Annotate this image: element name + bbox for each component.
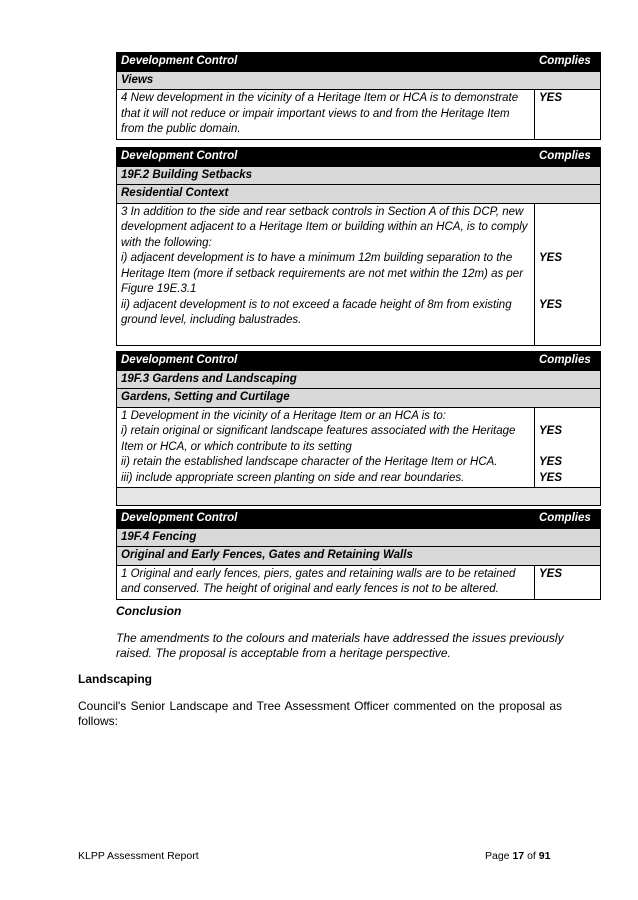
complies-cell bbox=[535, 203, 601, 346]
complies-value: YES bbox=[539, 425, 563, 437]
table-row bbox=[117, 203, 601, 346]
table-header-complies: Complies bbox=[535, 53, 601, 72]
table-header-control: Development Control bbox=[117, 148, 535, 167]
table-row bbox=[117, 407, 601, 488]
gardens-landscaping-table bbox=[116, 351, 601, 506]
page-total: 91 bbox=[538, 850, 551, 862]
table-subheader: Views bbox=[117, 71, 601, 90]
control-item: i) adjacent development is to have a minimum 12m building separation to the Heritage Item (more if setback requirements are not met within the 12m) as per Figure 19E.3.1 bbox=[121, 252, 524, 295]
table-header-complies: Complies bbox=[535, 352, 601, 371]
complies-value: YES bbox=[539, 252, 563, 264]
complies-value: YES bbox=[539, 456, 563, 468]
page-current: 17 bbox=[512, 850, 525, 862]
conclusion-paragraph: The amendments to the colours and materials have addressed the issues previously raised. The proposal is acceptable from a heritage perspective. bbox=[116, 631, 564, 660]
footer-page-number bbox=[485, 850, 550, 862]
table-header-control: Development Control bbox=[117, 510, 535, 529]
table-header-control: Development Control bbox=[117, 53, 535, 72]
page-label: Page bbox=[485, 850, 510, 862]
table-subheader: Gardens, Setting and Curtilage bbox=[117, 389, 601, 408]
table-subheader: Residential Context bbox=[117, 185, 601, 204]
control-text bbox=[117, 203, 535, 346]
complies-value: YES bbox=[535, 90, 601, 140]
table-subheader: 19F.3 Gardens and Landscaping bbox=[117, 370, 601, 389]
landscaping-paragraph: Council's Senior Landscape and Tree Assessment Officer commented on the proposal as follows: bbox=[78, 699, 562, 728]
complies-value: YES bbox=[539, 471, 563, 484]
control-intro: 3 In addition to the side and rear setback controls in Section A of this DCP, new development adjacent to a Heritage Item or building within an HCA, is to comply with the following: bbox=[121, 205, 528, 249]
landscaping-heading: Landscaping bbox=[78, 672, 153, 686]
page-of-label: of bbox=[527, 850, 536, 862]
control-item: ii) adjacent development is to not exceed a facade height of 8m from existing ground level, including balustrades. bbox=[121, 298, 512, 326]
table-subheader: Original and Early Fences, Gates and Retaining Walls bbox=[117, 547, 601, 566]
control-text: 4 New development in the vicinity of a Heritage Item or HCA is to demonstrate that it will not reduce or impair important views to and from the Heritage Item from the public domain. bbox=[117, 90, 535, 140]
control-item: i) retain original or significant landscape features associated with the Heritage Item or HCA, or which contribute to its setting bbox=[121, 425, 516, 453]
complies-cell bbox=[535, 407, 601, 488]
table-subheader: 19F.4 Fencing bbox=[117, 528, 601, 547]
conclusion-heading: Conclusion bbox=[116, 604, 182, 618]
control-intro: 1 Development in the vicinity of a Heritage Item or an HCA is to: bbox=[121, 409, 446, 422]
control-text bbox=[117, 407, 535, 488]
control-item: iii) include appropriate screen planting on side and rear boundaries. bbox=[121, 471, 465, 484]
table-subheader: 19F.2 Building Setbacks bbox=[117, 166, 601, 185]
complies-value: YES bbox=[539, 298, 563, 311]
control-item: ii) retain the established landscape character of the Heritage Item or HCA. bbox=[121, 456, 498, 468]
footer-report-name: KLPP Assessment Report bbox=[78, 850, 199, 862]
table-header-complies: Complies bbox=[535, 148, 601, 167]
complies-value: YES bbox=[535, 565, 601, 599]
table-header-control: Development Control bbox=[117, 352, 535, 371]
table-row-empty bbox=[117, 488, 601, 506]
control-text: 1 Original and early fences, piers, gates and retaining walls are to be retained and conserved. The height of original and early fences is not to be altered. bbox=[117, 565, 535, 599]
fencing-control-table bbox=[116, 509, 601, 600]
views-control-table bbox=[116, 52, 601, 140]
building-setbacks-table bbox=[116, 147, 601, 346]
table-header-complies: Complies bbox=[535, 510, 601, 529]
table-row bbox=[117, 565, 601, 599]
table-row bbox=[117, 90, 601, 140]
